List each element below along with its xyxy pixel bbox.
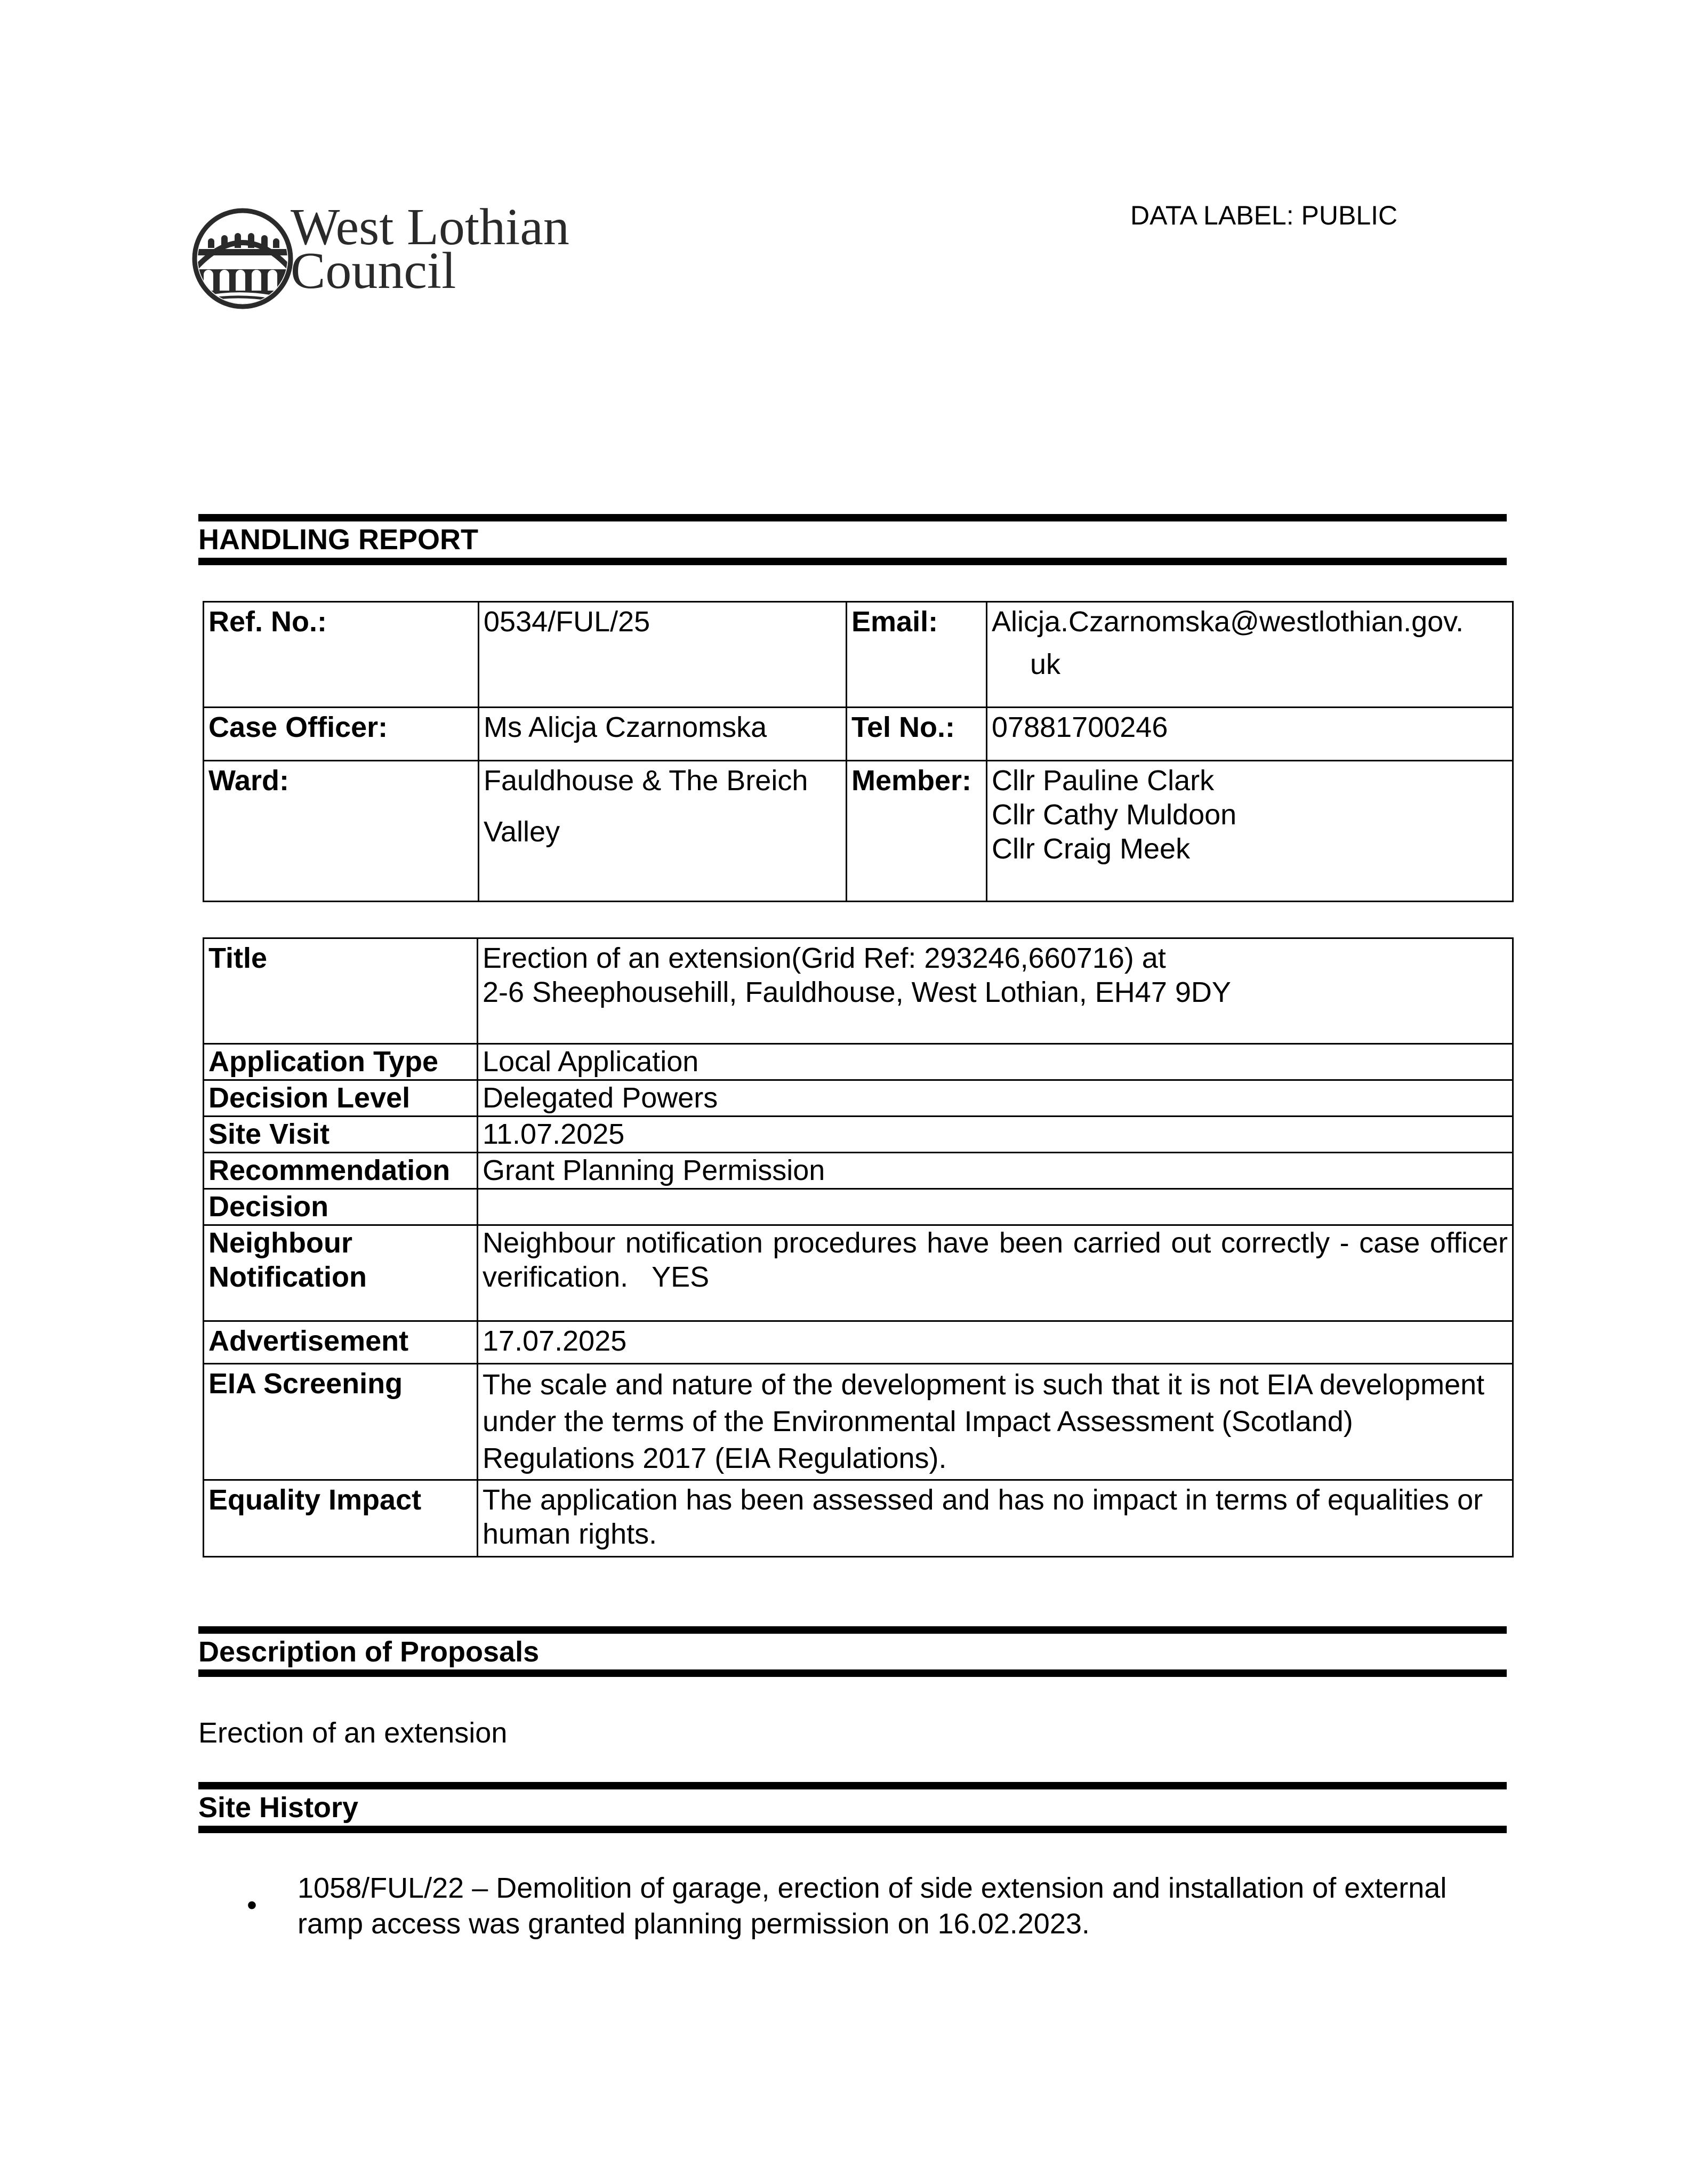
description-heading: Description of Proposals xyxy=(198,1636,540,1668)
decision-level-label: Decision Level xyxy=(204,1080,478,1117)
officer-table xyxy=(203,601,1514,902)
site-history-rule-bottom xyxy=(198,1826,1507,1833)
council-logo xyxy=(192,198,576,317)
table-row xyxy=(204,708,1513,761)
heading-rule-bottom xyxy=(198,558,1507,565)
title-label: Title xyxy=(204,938,478,1044)
neighbour-label-line2: Notification xyxy=(208,1261,367,1293)
council-name xyxy=(291,198,569,300)
handling-report-title: HANDLING REPORT xyxy=(198,524,478,556)
tel-value: 07881700246 xyxy=(987,708,1513,761)
bullet-icon: • xyxy=(247,1889,257,1921)
decision-level-value: Delegated Powers xyxy=(478,1080,1513,1117)
data-label: DATA LABEL: PUBLIC xyxy=(1130,200,1398,230)
eia-screening-value: The scale and nature of the development is such that it is not EIA development under the terms of the Environmental Impact Assessment (Scotland) Regulations 2017 (EIA Regulations). xyxy=(478,1364,1513,1480)
table-row xyxy=(204,1080,1513,1117)
table-row xyxy=(204,1153,1513,1189)
ward-line2: Valley xyxy=(484,816,560,848)
site-visit-value: 11.07.2025 xyxy=(478,1117,1513,1153)
table-row xyxy=(204,761,1513,902)
table-row xyxy=(204,1321,1513,1364)
table-row xyxy=(204,1364,1513,1480)
description-rule-top xyxy=(198,1626,1507,1634)
email-label: Email: xyxy=(847,602,987,708)
site-visit-label: Site Visit xyxy=(204,1117,478,1153)
eia-screening-label: EIA Screening xyxy=(204,1364,478,1480)
council-name-line1: West Lothian xyxy=(291,198,569,256)
ref-label: Ref. No.: xyxy=(204,602,479,708)
neighbour-notification-label xyxy=(204,1225,478,1321)
member-item: Cllr Craig Meek xyxy=(992,833,1191,865)
table-row xyxy=(204,1117,1513,1153)
viaduct-emblem-icon xyxy=(192,205,293,312)
site-history-heading: Site History xyxy=(198,1792,359,1824)
ward-line1: Fauldhouse & The Breich xyxy=(484,765,808,797)
council-name-line2: Council xyxy=(291,242,456,300)
title-value xyxy=(478,938,1513,1044)
member-list xyxy=(987,761,1513,902)
table-row xyxy=(204,602,1513,708)
ward-value xyxy=(479,761,847,902)
table-row xyxy=(204,1189,1513,1225)
case-officer-label: Case Officer: xyxy=(204,708,479,761)
table-row xyxy=(204,1044,1513,1080)
advertisement-value: 17.07.2025 xyxy=(478,1321,1513,1364)
description-text: Erection of an extension xyxy=(198,1717,508,1749)
ward-label: Ward: xyxy=(204,761,479,902)
neighbour-label-line1: Neighbour xyxy=(208,1227,352,1259)
email-value xyxy=(987,602,1513,708)
title-line2: 2-6 Sheephousehill, Fauldhouse, West Lothian, EH47 9DY xyxy=(483,976,1231,1008)
member-item: Cllr Pauline Clark xyxy=(992,765,1215,797)
title-line1: Erection of an extension(Grid Ref: 293246,660716) at xyxy=(483,942,1166,974)
decision-value xyxy=(478,1189,1513,1225)
equality-impact-label: Equality Impact xyxy=(204,1480,478,1557)
application-type-label: Application Type xyxy=(204,1044,478,1080)
email-line1: Alicja.Czarnomska@westlothian.gov. xyxy=(992,606,1464,638)
member-item: Cllr Cathy Muldoon xyxy=(992,799,1237,831)
equality-impact-value: The application has been assessed and has no impact in terms of equalities or human rights. xyxy=(478,1480,1513,1557)
table-row xyxy=(204,1225,1513,1321)
table-row xyxy=(204,938,1513,1044)
description-rule-bottom xyxy=(198,1669,1507,1677)
advertisement-label: Advertisement xyxy=(204,1321,478,1364)
case-officer-value: Ms Alicja Czarnomska xyxy=(479,708,847,761)
neighbour-notification-value: Neighbour notification procedures have been carried out correctly - case officer verification. YES xyxy=(478,1225,1513,1321)
tel-label: Tel No.: xyxy=(847,708,987,761)
recommendation-label: Recommendation xyxy=(204,1153,478,1189)
recommendation-value: Grant Planning Permission xyxy=(478,1153,1513,1189)
heading-rule-top xyxy=(198,514,1507,521)
ref-value: 0534/FUL/25 xyxy=(479,602,847,708)
email-line2: uk xyxy=(1030,648,1061,680)
table-row xyxy=(204,1480,1513,1557)
member-label: Member: xyxy=(847,761,987,902)
list-item: 1058/FUL/22 – Demolition of garage, erection of side extension and installation of external ramp access was granted planning permission on 16.02.2023. xyxy=(298,1872,1447,1940)
decision-label: Decision xyxy=(204,1189,478,1225)
details-table xyxy=(203,937,1514,1557)
site-history-rule-top xyxy=(198,1782,1507,1789)
application-type-value: Local Application xyxy=(478,1044,1513,1080)
